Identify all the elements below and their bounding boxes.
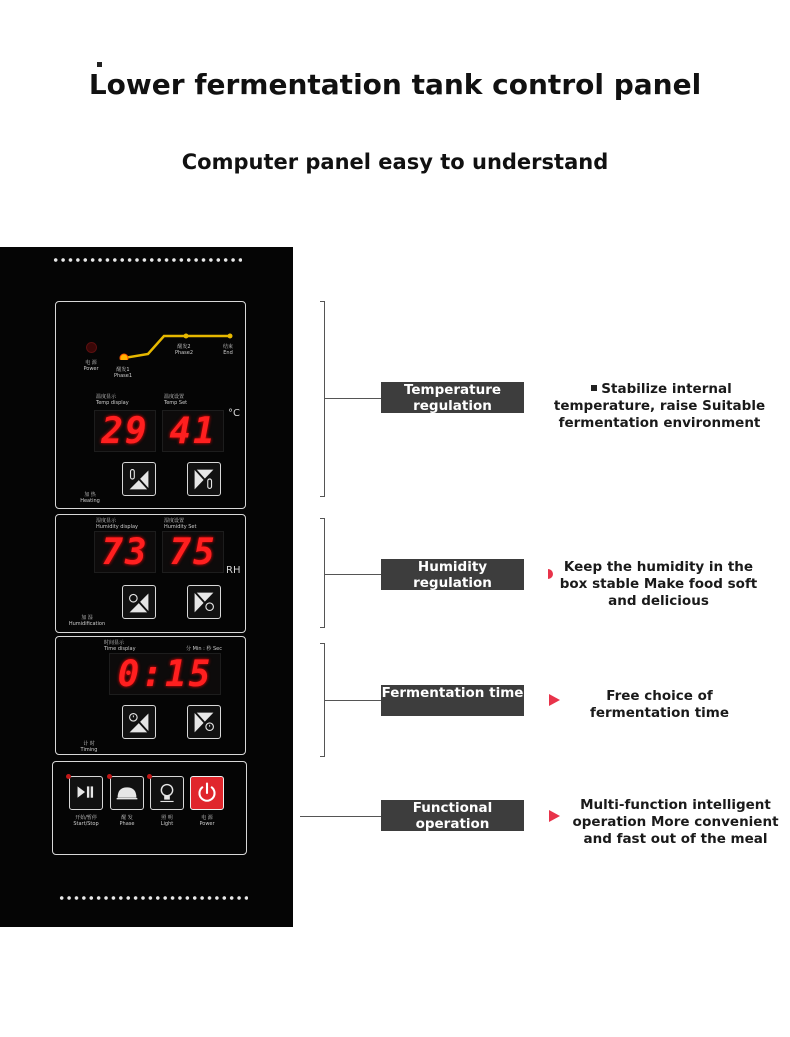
time-up-button[interactable] — [122, 705, 156, 739]
humidity-bracket — [320, 518, 325, 628]
arrow-icon — [549, 810, 560, 822]
function-section — [52, 761, 247, 855]
temperature-bracket — [320, 301, 325, 497]
temp-unit: °C — [228, 408, 240, 419]
temp-up-button[interactable] — [122, 462, 156, 496]
arrow-icon — [549, 694, 560, 706]
time-up-icon — [123, 706, 155, 738]
temp-up-icon — [123, 463, 155, 495]
feature-label-function: Functional operation — [381, 800, 524, 831]
time-connector — [325, 700, 381, 701]
power-indicator-label: 电 源 Power — [83, 360, 99, 372]
time-display: 0:15 — [109, 653, 221, 695]
feature-label-humidity: Humidity regulation — [381, 559, 524, 590]
end-label: 结束 End — [222, 344, 233, 356]
temp-current-display: 29 — [94, 410, 156, 452]
humidity-section — [55, 514, 246, 633]
feature-desc-humidity: Keep the humidity in the box stable Make food soft and delicious — [559, 559, 758, 609]
light-indicator — [147, 774, 152, 779]
humidity-connector — [325, 574, 381, 575]
bread-icon — [111, 777, 143, 809]
humidification-label: 加 湿 Humidification — [68, 615, 106, 627]
light-bulb-icon — [151, 777, 183, 809]
temp-display-label: 温度显示 Temp display — [96, 394, 129, 406]
time-units-label: 分 Min : 秒 Sec — [186, 646, 222, 652]
power-button-label: 电 源 Power — [199, 815, 215, 827]
power-indicator-icon — [86, 342, 97, 353]
start-stop-label: 开始/暂停 Start/Stop — [73, 815, 99, 827]
temp-down-icon — [188, 463, 220, 495]
temperature-connector — [325, 398, 381, 399]
feature-desc-temperature: Stabilize internal temperature, raise Suitable fermentation environment — [553, 381, 766, 431]
function-connector — [300, 816, 381, 817]
humidity-set-display: 75 — [162, 531, 224, 573]
feature-label-time: Fermentation time — [381, 685, 524, 716]
start-indicator — [66, 774, 71, 779]
time-display-label: 时间显示 Time display — [104, 640, 136, 652]
humidity-down-button[interactable] — [187, 585, 221, 619]
humidity-unit: RH — [226, 565, 241, 576]
corner-mark — [97, 62, 102, 67]
bottom-indicator-dots — [58, 896, 248, 900]
humidity-up-button[interactable] — [122, 585, 156, 619]
play-pause-icon — [70, 777, 102, 809]
phase1-label: 醒发1 Phase1 — [113, 367, 133, 379]
feature-label-temperature: Temperature regulation — [381, 382, 524, 413]
page-title: Lower fermentation tank control panel — [88, 68, 702, 101]
light-button[interactable] — [150, 776, 184, 810]
bullet-marker — [548, 569, 553, 579]
phase-label: 醒 发 Phase — [119, 815, 135, 827]
humidity-current-display: 73 — [94, 531, 156, 573]
temp-down-button[interactable] — [187, 462, 221, 496]
time-section — [55, 636, 246, 755]
phase2-label: 醒发2 Phase2 — [174, 344, 194, 356]
top-indicator-dots — [52, 258, 242, 262]
power-icon — [191, 777, 223, 809]
start-stop-button[interactable] — [69, 776, 103, 810]
page-subtitle: Computer panel easy to understand — [181, 150, 609, 174]
temperature-section — [55, 301, 246, 509]
humidity-down-icon — [188, 586, 220, 618]
timing-label: 计 时 Timing — [80, 741, 98, 753]
temp-set-label: 温度设置 Temp Set — [164, 394, 188, 406]
humidity-up-icon — [123, 586, 155, 618]
humidity-display-label: 湿度显示 Humidity display — [96, 518, 139, 530]
feature-desc-time: Free choice of fermentation time — [589, 688, 730, 721]
humidity-set-label: 湿度设置 Humidity Set — [164, 518, 197, 530]
phase-indicator — [107, 774, 112, 779]
power-button[interactable] — [190, 776, 224, 810]
light-label: 照 明 Light — [160, 815, 174, 827]
time-down-button[interactable] — [187, 705, 221, 739]
heating-label: 加 热 Heating — [80, 492, 100, 504]
control-panel — [0, 247, 293, 927]
feature-desc-function: Multi-function intelligent operation More convenient and fast out of the meal — [572, 797, 779, 847]
time-down-icon — [188, 706, 220, 738]
phase-button[interactable] — [110, 776, 144, 810]
temp-set-display: 41 — [162, 410, 224, 452]
